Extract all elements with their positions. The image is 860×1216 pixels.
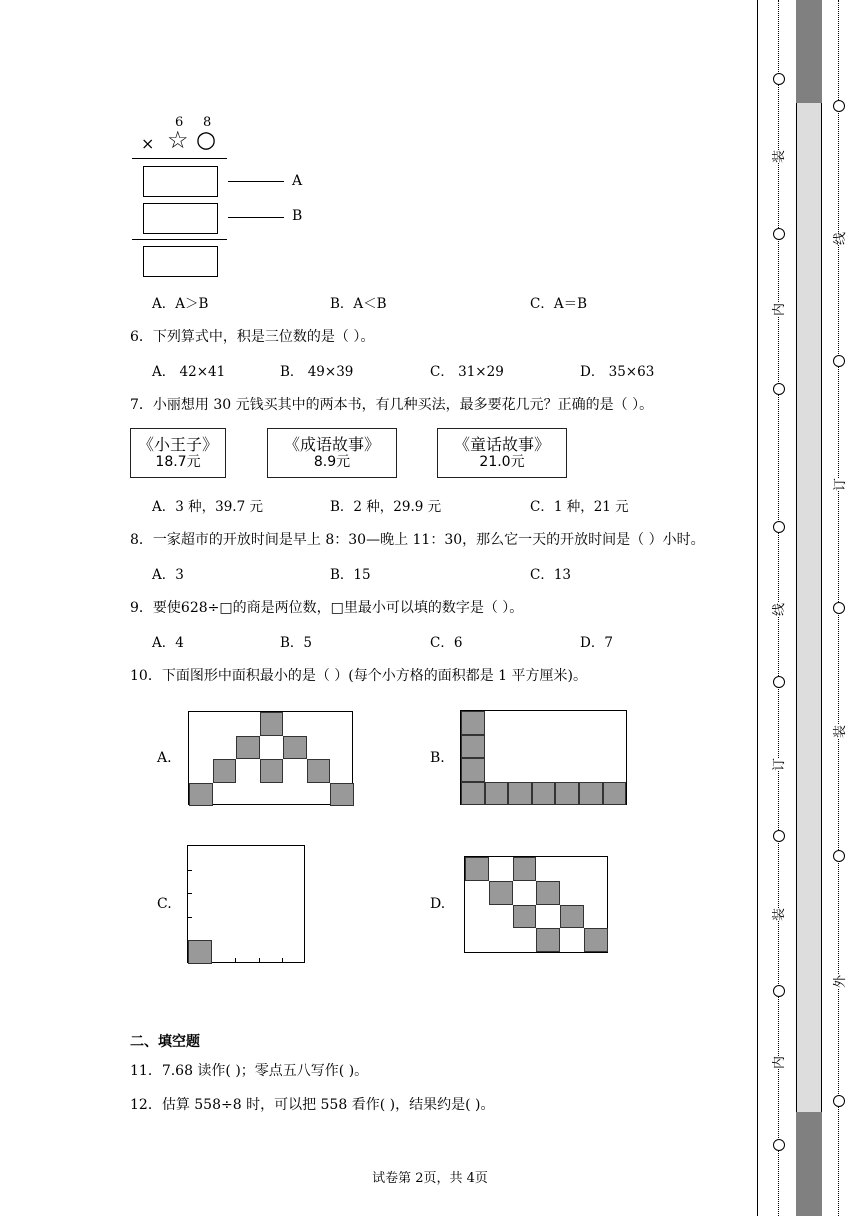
q5-option-c: C．A＝B [530, 296, 587, 312]
shaded-square [283, 736, 307, 760]
book-title: 《童话故事》 [453, 435, 550, 454]
shaded-square [536, 928, 560, 952]
shaded-square [189, 783, 213, 807]
shaded-square [260, 712, 284, 736]
binding-char: 外 [829, 975, 848, 988]
binding-hole-icon [833, 850, 845, 862]
book-price: 21.0元 [479, 454, 525, 470]
q9-option-c: C．6 [430, 635, 463, 651]
book-card [130, 428, 226, 478]
binding-hole-icon [833, 602, 845, 614]
q11-text: 11．7.68 读作( )；零点五八写作( )。 [130, 1063, 369, 1079]
q5-line-b [228, 217, 284, 218]
figure-d [464, 856, 608, 953]
q9-option-a: A．4 [152, 635, 184, 651]
binding-char: 内 [768, 1056, 787, 1069]
figure-b [460, 710, 627, 805]
book-price: 18.7元 [155, 454, 201, 470]
binding-dark-top [796, 0, 822, 103]
binding-hole-icon [773, 521, 785, 533]
q5-box-result [143, 246, 218, 277]
binding-hole-icon [773, 383, 785, 395]
q9-option-d: D．7 [580, 635, 613, 651]
q8-option-b: B．15 [330, 567, 371, 583]
q5-label-b: B [292, 208, 303, 224]
q8-option-a: A．3 [152, 567, 184, 583]
book-card [437, 428, 567, 478]
shaded-square [461, 735, 485, 759]
q5-label-a: A [292, 173, 303, 189]
binding-hole-icon [773, 676, 785, 688]
q10-text: 10．下面图形中面积最小的是（ ）(每个小方格的面积都是 1 平方厘米)。 [130, 668, 587, 684]
binding-char: 装 [768, 908, 787, 921]
q12-text: 12．估算 558÷8 时，可以把 558 看作( )，结果约是( )。 [130, 1097, 495, 1113]
q9-text: 9．要使628÷□的商是两位数，□里最小可以填的数字是（ ）。 [130, 600, 524, 616]
q7-option-c: C．1 种，21 元 [530, 499, 629, 515]
q5-digit-6: 6 [175, 115, 184, 130]
q5-digit-8: 8 [203, 115, 212, 130]
q7-option-b: B．2 种，29.9 元 [330, 499, 442, 515]
q7-text: 7．小丽想用 30 元钱买其中的两本书，有几种买法，最多要花几元？正确的是（ ）。 [130, 397, 654, 413]
shaded-square [513, 857, 537, 881]
q6-option-b: B． 49×39 [280, 364, 354, 380]
q6-text: 6．下列算式中，积是三位数的是（ ）。 [130, 329, 375, 345]
times-sign: × [141, 134, 155, 153]
shaded-square [555, 782, 579, 806]
binding-char: 线 [829, 232, 848, 245]
book-card [267, 428, 397, 478]
binding-hole-icon [773, 73, 785, 85]
figure-b-label: B. [430, 750, 445, 766]
q5-bottom-rule [132, 239, 227, 240]
q5-option-a: A．A＞B [152, 296, 209, 312]
binding-char: 订 [768, 758, 787, 771]
figure-a-label: A. [157, 750, 172, 766]
binding-dark-bottom [796, 1112, 822, 1216]
binding-char: 线 [768, 603, 787, 616]
shaded-square [579, 782, 603, 806]
q5-box-a [143, 166, 218, 197]
binding-char: 订 [829, 478, 848, 491]
q5-line-a [228, 181, 284, 182]
binding-char: 装 [768, 150, 787, 163]
shaded-square [489, 881, 513, 905]
binding-hole-icon [773, 228, 785, 240]
shaded-square [461, 711, 485, 735]
q8-option-c: C．13 [530, 567, 572, 583]
binding-hole-icon [833, 100, 845, 112]
shaded-square [213, 759, 237, 783]
shaded-square [560, 905, 584, 929]
q8-text: 8．一家超市的开放时间是早上 8：30—晚上 11：30，那么它一天的开放时间是（ ）小时。 [130, 532, 705, 548]
shaded-square [236, 736, 260, 760]
grid-tick [188, 870, 192, 871]
grid-tick [259, 958, 260, 962]
shaded-square [461, 782, 485, 806]
shaded-square [188, 940, 212, 964]
shaded-square [513, 905, 537, 929]
binding-border [757, 0, 758, 1216]
figure-c [187, 845, 305, 963]
shaded-square [536, 881, 560, 905]
q5-box-b [143, 203, 218, 234]
q6-option-a: A． 42×41 [152, 364, 226, 380]
grid-tick [235, 958, 236, 962]
grid-tick [282, 958, 283, 962]
binding-char: 内 [768, 303, 787, 316]
binding-char: 装 [829, 725, 848, 738]
shaded-square [461, 758, 485, 782]
figure-c-label: C. [157, 896, 172, 912]
page-footer: 试卷第 2页，共 4页 [372, 1171, 488, 1186]
binding-hole-icon [833, 355, 845, 367]
book-price: 8.9元 [313, 454, 351, 470]
shaded-square [532, 782, 556, 806]
shaded-square [330, 783, 354, 807]
binding-gray-strip [796, 0, 822, 1216]
shaded-square [260, 759, 284, 783]
shaded-square [485, 782, 509, 806]
star-icon: ☆ [167, 126, 189, 154]
binding-hole-icon [773, 1139, 785, 1151]
figure-a [188, 711, 353, 805]
binding-hole-icon [833, 1095, 845, 1107]
q6-option-d: D． 35×63 [580, 364, 655, 380]
q5-option-b: B．A＜B [330, 296, 387, 312]
circle-icon: ○ [196, 127, 217, 153]
q9-option-b: B．5 [280, 635, 313, 651]
figure-d-label: D. [430, 896, 446, 912]
shaded-square [584, 928, 608, 952]
book-title: 《小王子》 [137, 435, 218, 454]
shaded-square [465, 857, 489, 881]
q5-top-rule [132, 158, 227, 159]
binding-hole-icon [773, 830, 785, 842]
q7-option-a: A．3 种，39.7 元 [152, 499, 263, 515]
shaded-square [508, 782, 532, 806]
book-title: 《成语故事》 [283, 435, 380, 454]
q6-option-c: C． 31×29 [430, 364, 504, 380]
shaded-square [603, 782, 627, 806]
section-title: 二、填空题 [130, 1034, 200, 1050]
grid-tick [188, 893, 192, 894]
shaded-square [307, 759, 331, 783]
binding-hole-icon [773, 985, 785, 997]
grid-tick [188, 917, 192, 918]
